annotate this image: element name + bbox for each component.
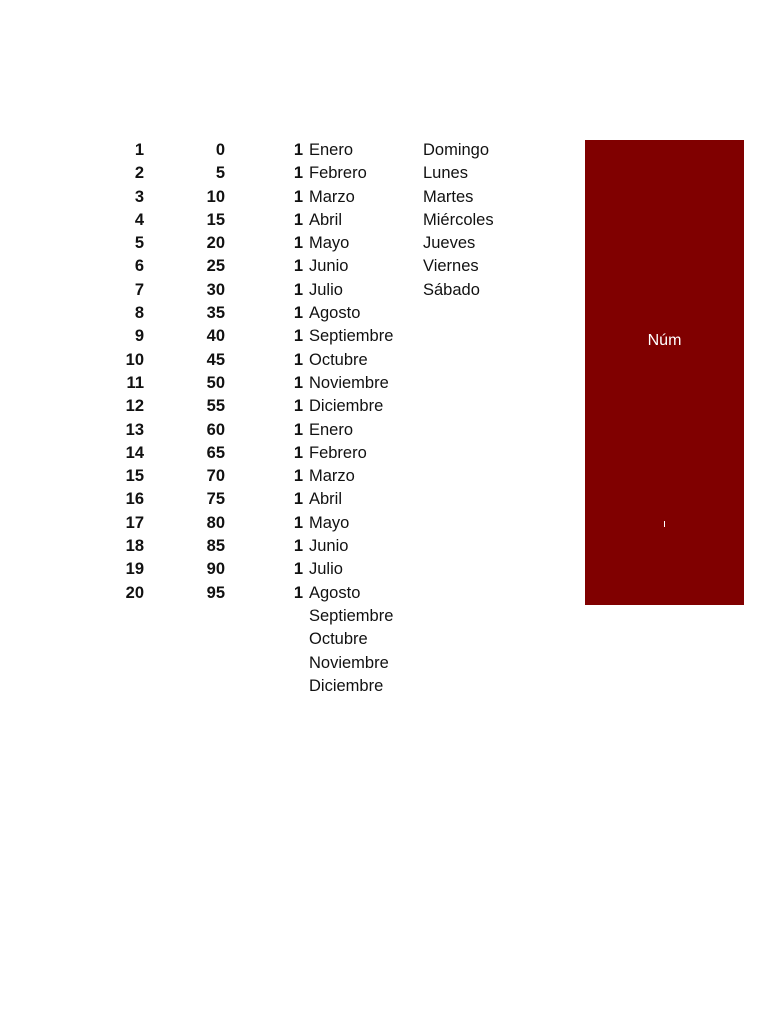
- cell: Febrero: [309, 164, 367, 183]
- cell: Agosto: [309, 583, 361, 602]
- ones-column: [280, 139, 303, 605]
- cell: 90: [206, 560, 225, 579]
- index-column: [100, 139, 144, 605]
- cell: Mayo: [309, 513, 350, 532]
- cell: 14: [125, 443, 144, 462]
- cell: 1: [293, 513, 303, 532]
- cell: 2: [134, 164, 144, 183]
- cell: 80: [206, 513, 225, 532]
- cell: 1: [293, 280, 303, 299]
- cell: 45: [206, 350, 225, 369]
- cell: 6: [134, 257, 144, 276]
- cell: 9: [134, 327, 144, 346]
- cell: Junio: [309, 537, 349, 556]
- cell: Noviembre: [309, 373, 389, 392]
- cell: Abril: [309, 490, 343, 509]
- cell: 8: [134, 304, 144, 323]
- cell: 10: [125, 350, 144, 369]
- cell: 85: [206, 537, 225, 556]
- cell: Noviembre: [309, 653, 389, 672]
- panel-label: Núm: [647, 332, 682, 349]
- cell: 5: [134, 234, 144, 253]
- cell: Martes: [423, 187, 474, 206]
- cell: 55: [206, 397, 225, 416]
- cell: 18: [125, 537, 144, 556]
- cell: 1: [293, 373, 303, 392]
- days-column: [423, 139, 543, 302]
- cell: Octubre: [309, 630, 368, 649]
- cell: Agosto: [309, 304, 361, 323]
- step-column: [170, 139, 225, 605]
- cell: 1: [293, 350, 303, 369]
- cell: Mayo: [309, 234, 350, 253]
- cell: 60: [206, 420, 225, 439]
- cell: Diciembre: [309, 676, 384, 695]
- cell: 5: [215, 164, 225, 183]
- cell: Domingo: [423, 141, 490, 159]
- cell: 40: [206, 327, 225, 346]
- cell: 1: [293, 537, 303, 556]
- cell: Sábado: [423, 280, 480, 299]
- cell: 0: [215, 141, 225, 159]
- cell: Marzo: [309, 187, 355, 206]
- cell: 10: [206, 187, 225, 206]
- cell: 3: [134, 187, 144, 206]
- cell: 1: [293, 141, 303, 159]
- cell: Septiembre: [309, 327, 394, 346]
- cell: 95: [206, 583, 225, 602]
- cell: Abril: [309, 210, 343, 229]
- cell: 30: [206, 280, 225, 299]
- cell: 1: [134, 141, 144, 159]
- cell: Jueves: [423, 234, 476, 253]
- cell: 1: [293, 210, 303, 229]
- cell: 13: [125, 420, 144, 439]
- cell: 16: [125, 490, 144, 509]
- cell: 65: [206, 443, 225, 462]
- cell: Viernes: [423, 257, 479, 276]
- cell: 20: [125, 583, 144, 602]
- cell: Julio: [309, 280, 343, 299]
- cell: 4: [134, 210, 144, 229]
- cell: 25: [206, 257, 225, 276]
- cell: 35: [206, 304, 225, 323]
- cell: 15: [206, 210, 225, 229]
- cell: 12: [125, 397, 144, 416]
- cell: 1: [293, 467, 303, 486]
- panel-mark: [664, 521, 665, 527]
- cell: 1: [293, 583, 303, 602]
- cell: Julio: [309, 560, 343, 579]
- cell: 1: [293, 187, 303, 206]
- cell: Marzo: [309, 467, 355, 486]
- cell: Junio: [309, 257, 349, 276]
- cell: 1: [293, 443, 303, 462]
- cell: 1: [293, 490, 303, 509]
- cell: 75: [206, 490, 225, 509]
- cell: 11: [126, 373, 144, 392]
- cell: 50: [206, 373, 225, 392]
- cell: 20: [206, 234, 225, 253]
- cell: 1: [293, 327, 303, 346]
- cell: 17: [125, 513, 144, 532]
- cell: Lunes: [423, 164, 468, 183]
- cell: 1: [293, 304, 303, 323]
- cell: 7: [134, 280, 144, 299]
- cell: Diciembre: [309, 397, 384, 416]
- cell: Enero: [309, 420, 354, 439]
- cell: Enero: [309, 141, 354, 159]
- months-column: [309, 139, 419, 698]
- cell: 1: [293, 397, 303, 416]
- cell: Febrero: [309, 443, 367, 462]
- cell: Octubre: [309, 350, 368, 369]
- cell: 70: [206, 467, 225, 486]
- cell: Miércoles: [423, 210, 494, 229]
- cell: 1: [293, 257, 303, 276]
- cell: 1: [293, 420, 303, 439]
- cell: 15: [125, 467, 144, 486]
- cell: 1: [293, 164, 303, 183]
- cell: 1: [293, 560, 303, 579]
- cell: 1: [293, 234, 303, 253]
- cell: Septiembre: [309, 606, 394, 625]
- red-panel: [585, 140, 744, 605]
- cell: 19: [125, 560, 144, 579]
